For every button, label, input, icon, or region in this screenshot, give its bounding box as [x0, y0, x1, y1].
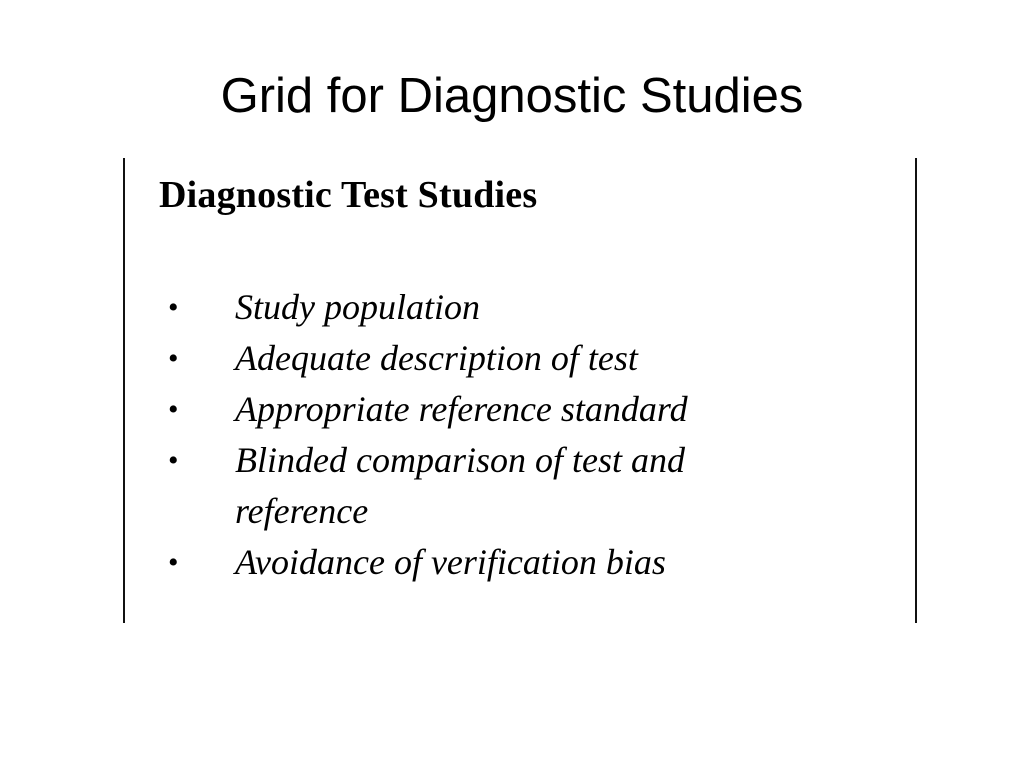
criteria-list: [125, 282, 915, 588]
list-item-text: Appropriate reference standard: [235, 389, 688, 429]
bullet-icon: •: [168, 393, 179, 426]
list-item-text: Adequate description of test: [235, 338, 638, 378]
diagnostic-grid-figure: [123, 158, 917, 623]
list-item: [125, 384, 915, 435]
bullet-icon: •: [168, 444, 179, 477]
list-item: [125, 333, 915, 384]
list-item: [125, 435, 915, 537]
list-item: [125, 282, 915, 333]
bullet-icon: •: [168, 546, 179, 579]
list-item-text: Blinded comparison of test and reference: [235, 440, 685, 531]
list-item-text: Avoidance of verification bias: [235, 542, 666, 582]
figure-heading: Diagnostic Test Studies: [159, 174, 538, 216]
list-item: [125, 537, 915, 588]
slide-title: Grid for Diagnostic Studies: [220, 69, 804, 123]
list-item-text: Study population: [235, 287, 480, 327]
bullet-icon: •: [168, 342, 179, 375]
bullet-icon: •: [168, 291, 179, 324]
